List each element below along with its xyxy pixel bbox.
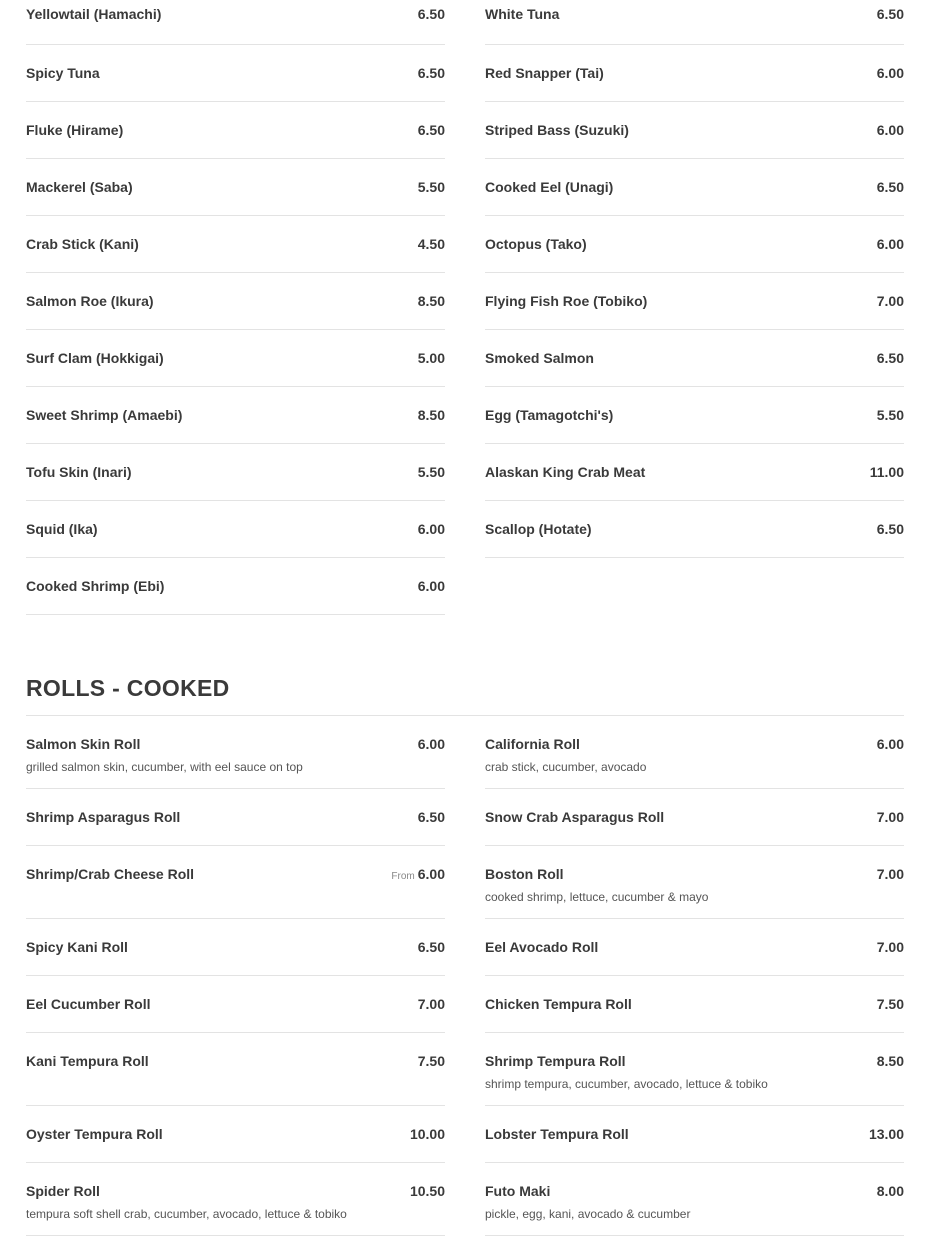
item-name: Tofu Skin (Inari) [26, 464, 132, 480]
item-price: 7.00 [876, 939, 904, 955]
item-price: 8.00 [876, 1183, 904, 1199]
item-name: White Tuna [485, 6, 560, 22]
item-price: 6.50 [417, 65, 445, 81]
menu-item[interactable] [26, 846, 445, 919]
item-price: 7.50 [876, 996, 904, 1012]
menu-item[interactable] [485, 1106, 904, 1163]
item-price: 6.00 [876, 736, 904, 752]
item-price: 6.50 [417, 809, 445, 825]
item-name: Scallop (Hotate) [485, 521, 592, 537]
menu-item[interactable] [26, 501, 445, 558]
item-name: California Roll [485, 736, 580, 752]
menu-item[interactable] [26, 1163, 445, 1236]
menu-item[interactable] [485, 716, 904, 789]
menu-item[interactable] [485, 919, 904, 976]
item-name: Salmon Roe (Ikura) [26, 293, 154, 309]
item-name: Yellowtail (Hamachi) [26, 6, 162, 22]
item-name: Striped Bass (Suzuki) [485, 122, 629, 138]
menu-item[interactable] [26, 45, 445, 102]
item-name: Spider Roll [26, 1183, 100, 1199]
item-price: 7.00 [876, 866, 904, 882]
item-name: Shrimp Asparagus Roll [26, 809, 181, 825]
menu-item[interactable] [26, 976, 445, 1033]
item-price: 6.50 [876, 179, 904, 195]
menu-item[interactable] [26, 1033, 445, 1106]
section-title: ROLLS - COOKED [26, 675, 904, 716]
item-name: Smoked Salmon [485, 350, 594, 366]
item-name: Cooked Shrimp (Ebi) [26, 578, 165, 594]
item-price: 6.50 [876, 6, 904, 22]
item-name: Snow Crab Asparagus Roll [485, 809, 665, 825]
item-price: 10.00 [409, 1126, 445, 1142]
item-name: Boston Roll [485, 866, 564, 882]
item-price: 7.00 [876, 293, 904, 309]
menu-item[interactable] [485, 0, 904, 45]
rolls-grid [26, 716, 904, 1236]
menu-item[interactable] [26, 159, 445, 216]
item-name: Mackerel (Saba) [26, 179, 133, 195]
from-label: From [391, 871, 415, 882]
item-price: 4.50 [417, 236, 445, 252]
item-price: 6.50 [876, 350, 904, 366]
item-price: 5.50 [417, 179, 445, 195]
item-price: 6.00 [417, 521, 445, 537]
item-name: Eel Avocado Roll [485, 939, 599, 955]
item-price: 6.50 [417, 6, 445, 22]
item-price: 6.00 [876, 122, 904, 138]
sushi-column-right [485, 0, 904, 615]
item-description: pickle, egg, kani, avocado & cucumber [485, 1207, 691, 1221]
item-price: 6.50 [417, 122, 445, 138]
menu-item[interactable] [26, 716, 445, 789]
item-price: 7.00 [876, 809, 904, 825]
item-name: Flying Fish Roe (Tobiko) [485, 293, 648, 309]
item-name: Oyster Tempura Roll [26, 1126, 163, 1142]
item-name: Chicken Tempura Roll [485, 996, 632, 1012]
item-name: Fluke (Hirame) [26, 122, 124, 138]
item-price: 6.50 [417, 939, 445, 955]
item-price: 7.00 [417, 996, 445, 1012]
menu-item[interactable] [485, 1033, 904, 1106]
menu-item[interactable] [26, 102, 445, 159]
item-name: Red Snapper (Tai) [485, 65, 604, 81]
item-price: 6.50 [876, 521, 904, 537]
menu-item[interactable] [26, 789, 445, 846]
sushi-grid [26, 0, 904, 615]
item-name: Spicy Kani Roll [26, 939, 128, 955]
menu-item[interactable] [485, 159, 904, 216]
item-price [391, 866, 445, 882]
item-price: 8.50 [876, 1053, 904, 1069]
item-price: 5.00 [417, 350, 445, 366]
menu-item[interactable] [485, 789, 904, 846]
menu-item[interactable] [485, 330, 904, 387]
item-name: Alaskan King Crab Meat [485, 464, 646, 480]
menu-item[interactable] [485, 102, 904, 159]
sushi-column-left [26, 0, 445, 615]
menu-item[interactable] [26, 0, 445, 45]
item-price: 5.50 [417, 464, 445, 480]
item-price: 6.00 [417, 578, 445, 594]
menu-item[interactable] [26, 919, 445, 976]
item-price: 8.50 [417, 293, 445, 309]
item-name: Salmon Skin Roll [26, 736, 141, 752]
menu-item[interactable] [485, 501, 904, 558]
menu-item[interactable] [26, 273, 445, 330]
rolls-column-right [485, 716, 904, 1236]
item-description: tempura soft shell crab, cucumber, avocado, lettuce & tobiko [26, 1207, 347, 1221]
item-price: 5.50 [876, 407, 904, 423]
item-price: 13.00 [868, 1126, 904, 1142]
item-name: Kani Tempura Roll [26, 1053, 149, 1069]
item-description: shrimp tempura, cucumber, avocado, lettuce & tobiko [485, 1077, 768, 1091]
item-description: cooked shrimp, lettuce, cucumber & mayo [485, 890, 709, 904]
menu-item[interactable] [485, 846, 904, 919]
menu-item[interactable] [26, 444, 445, 501]
item-price: 10.50 [409, 1183, 445, 1199]
rolls-column-left [26, 716, 445, 1236]
item-price: 6.00 [417, 736, 445, 752]
item-name: Spicy Tuna [26, 65, 100, 81]
menu-item[interactable] [485, 216, 904, 273]
item-name: Surf Clam (Hokkigai) [26, 350, 164, 366]
menu-item[interactable] [26, 216, 445, 273]
item-name: Cooked Eel (Unagi) [485, 179, 614, 195]
menu-item[interactable] [485, 1163, 904, 1236]
item-description: grilled salmon skin, cucumber, with eel sauce on top [26, 760, 303, 774]
menu-item[interactable] [26, 558, 445, 615]
item-name: Eel Cucumber Roll [26, 996, 151, 1012]
item-name: Shrimp Tempura Roll [485, 1053, 626, 1069]
menu-item[interactable] [485, 976, 904, 1033]
menu-page [26, 0, 904, 1236]
item-name: Egg (Tamagotchi's) [485, 407, 614, 423]
menu-item[interactable] [26, 330, 445, 387]
item-name: Octopus (Tako) [485, 236, 587, 252]
item-name: Squid (Ika) [26, 521, 98, 537]
price-value: 6.00 [417, 866, 445, 882]
item-price: 7.50 [417, 1053, 445, 1069]
menu-item[interactable] [26, 1106, 445, 1163]
menu-item[interactable] [26, 387, 445, 444]
item-price: 11.00 [869, 464, 904, 480]
item-price: 6.00 [876, 236, 904, 252]
menu-item[interactable] [485, 444, 904, 501]
item-name: Crab Stick (Kani) [26, 236, 139, 252]
menu-item[interactable] [485, 387, 904, 444]
item-name: Futo Maki [485, 1183, 551, 1199]
item-price: 8.50 [417, 407, 445, 423]
menu-item[interactable] [485, 273, 904, 330]
item-description: crab stick, cucumber, avocado [485, 760, 647, 774]
menu-item[interactable] [485, 45, 904, 102]
item-name: Sweet Shrimp (Amaebi) [26, 407, 183, 423]
item-name: Lobster Tempura Roll [485, 1126, 629, 1142]
item-name: Shrimp/Crab Cheese Roll [26, 866, 195, 882]
item-price: 6.00 [876, 65, 904, 81]
